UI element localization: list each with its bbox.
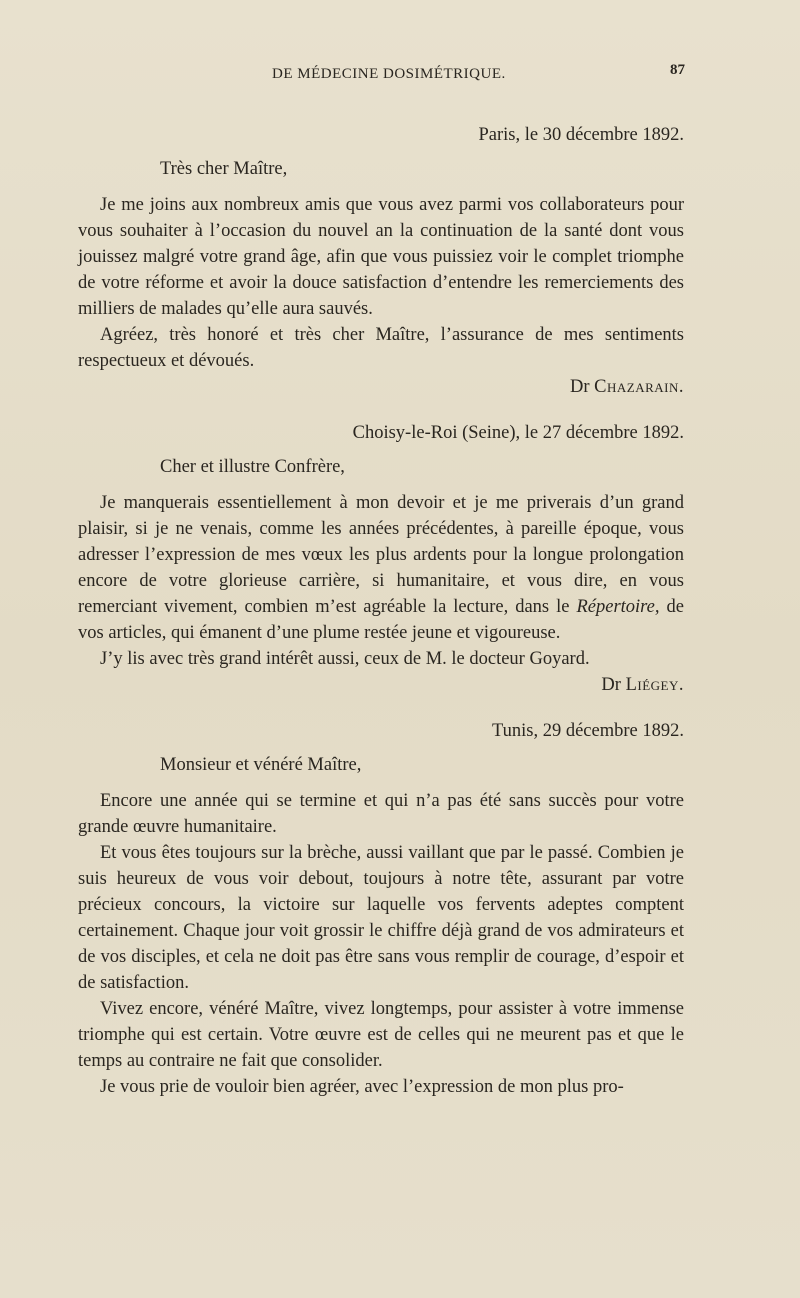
letter-signature [78,672,684,698]
letter-signature [78,374,684,400]
letter-paragraph: Et vous êtes toujours sur la brèche, aussi vaillant que par le passé. Combien je suis heureux de vous voir debout, toujours à notre tête, assurant par votre précieux concours, la victoire sur laquelle vos fervents adeptes comptent certainement. Chaque jour voit grossir le chiffre déjà grand de vos admirateurs et de vos disciples, et cela ne doit pas être sans vous remplir de courage, d’espoir et de satisfaction. [78,843,684,993]
letter-paragraph: Je vous prie de vouloir bien agréer, avec l’expression de mon plus pro- [100,1077,624,1097]
letter-tunis [78,718,684,1100]
letter-liegey [78,420,684,698]
journal-title: Répertoire, [576,597,660,617]
letter-paragraph: Agréez, très honoré et très cher Maître, l’assurance de mes sentiments respectueux et dévoués. [78,325,684,371]
letter-paragraph: Vivez encore, vénéré Maître, vivez longtemps, pour assister à votre immense triomphe qui est certain. Votre œuvre est de celles qui ne meurent pas et que le temps au contraire ne fait que consolider. [78,999,684,1071]
page-body [78,122,684,1120]
page-number: 87 [670,62,685,78]
paragraph-text: Je manquerais essentiellement à mon devoir et je me priverais d’un grand plaisir, si je ne venais, comme les années précédentes, à pareille époque, vous adresser l’expression de mes vœux les plus ardents pour la longue prolongation encore de votre glorieuse carrière, si humanitaire, et vous dire, en vous remerciant vivement, combien m’est agréable la lecture, dans le [78,493,684,617]
letter-paragraph: Encore une année qui se termine et qui n’a pas été sans succès pour votre grande œuvre humanitaire. [78,791,684,837]
page-header [0,62,800,90]
letter-paragraph [78,490,684,646]
letter-paragraph: Je me joins aux nombreux amis que vous avez parmi vos collaborateurs pour vous souhaiter à l’occasion du nouvel an la continuation de la santé dont vous jouissez malgré votre grand âge, afin que vous puissiez voir le complet triomphe de votre réforme et avoir la douce satisfaction d’entendre les remerciements des milliers de malades qu’elle aura sauvés. [78,195,684,319]
letter-salutation: Monsieur et vénéré Maître, [160,755,362,775]
signature-name: Liégey. [625,675,684,695]
letter-date: Paris, le 30 décembre 1892. [478,125,684,145]
letter-salutation: Très cher Maître, [160,159,288,179]
running-title: DE MÉDECINE DOSIMÉTRIQUE. [272,66,506,82]
signature-title: Dr [569,377,590,397]
letter-chazarain [78,122,684,400]
letter-salutation: Cher et illustre Confrère, [160,457,345,477]
letter-date: Tunis, 29 décembre 1892. [491,721,684,741]
paragraph-text: de vos articles, qui émanent d’une plume restée jeune et vigoureuse. [78,597,684,643]
letter-paragraph: J’y lis avec très grand intérêt aussi, ceux de M. le docteur Goyard. [100,649,590,669]
signature-title: Dr [601,675,621,695]
signature-name: Chazarain. [594,377,684,397]
letter-date: Choisy-le-Roi (Seine), le 27 décembre 1892. [352,423,684,443]
